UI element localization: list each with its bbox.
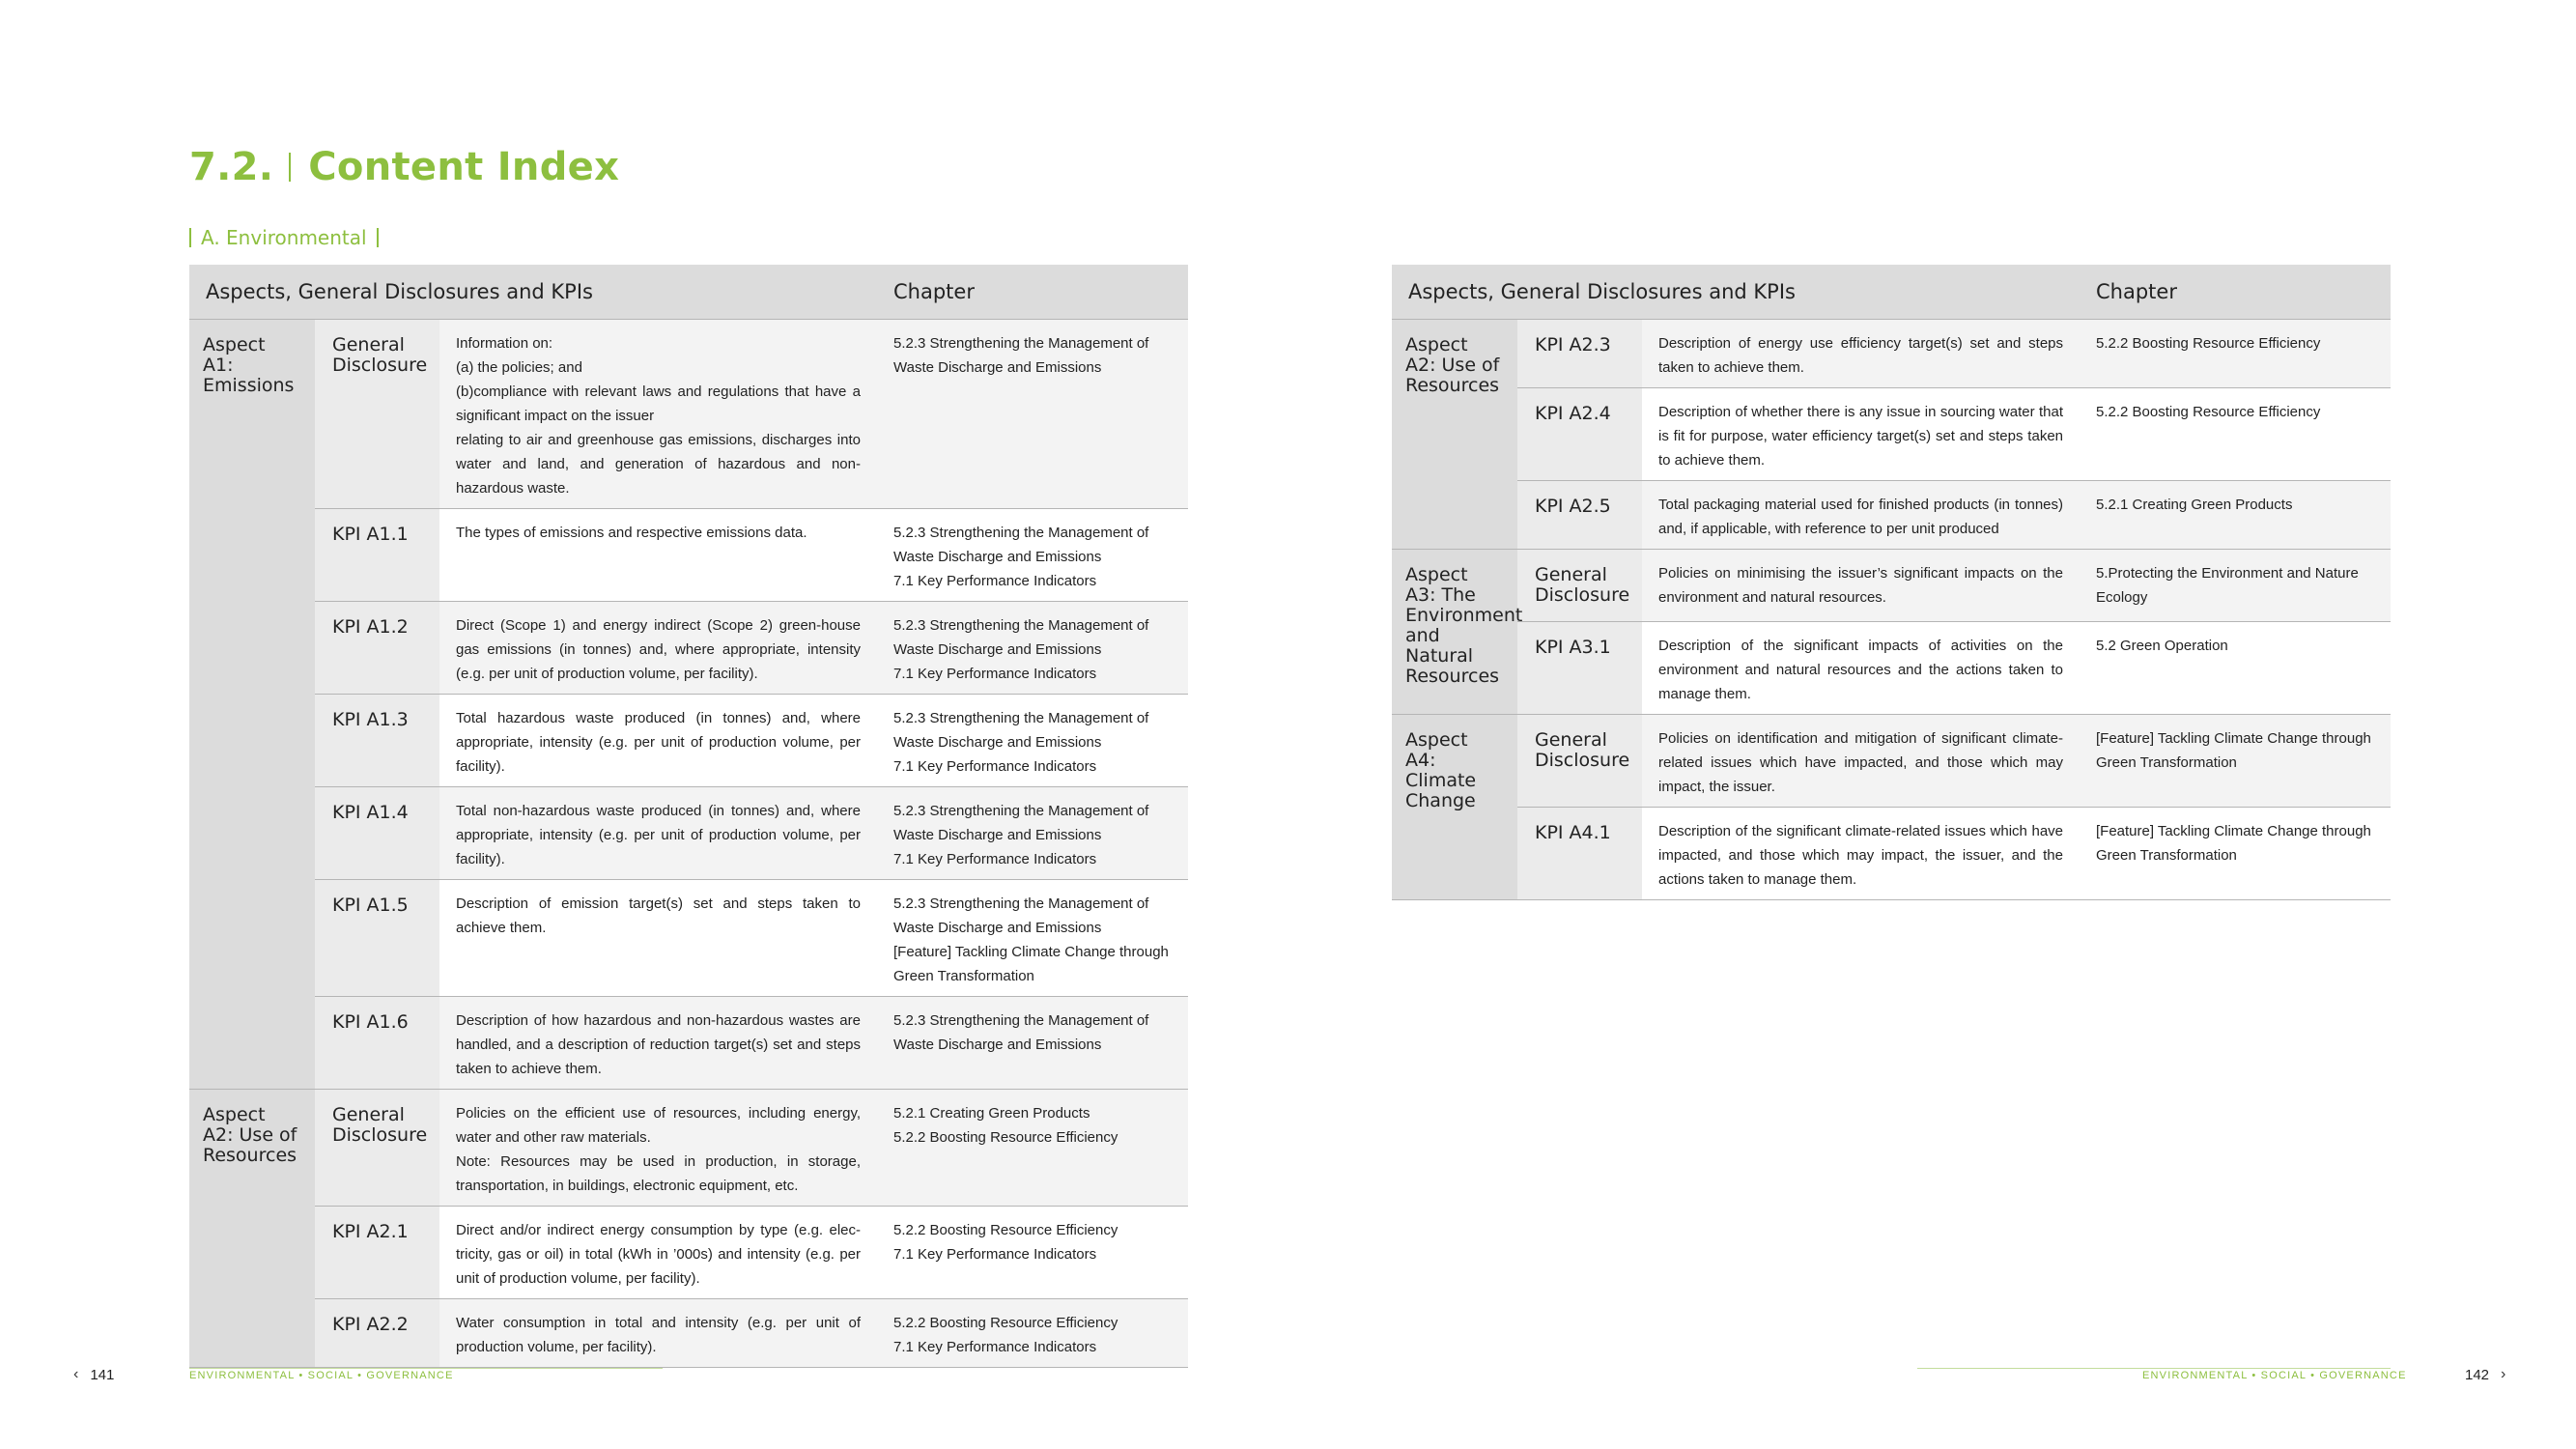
kpi-cell: KPI A1.5: [315, 879, 439, 996]
kpi-cell: General Disclosure: [315, 1089, 439, 1206]
chapter-reference[interactable]: 7.1 Key Performance Indicators: [893, 757, 1097, 775]
chapter-reference[interactable]: [Feature] Tackling Climate Change through Green Transformation: [2096, 729, 2371, 771]
chapter-reference[interactable]: 7.1 Key Performance Indicators: [893, 572, 1097, 589]
chapter-reference[interactable]: 5.2.2 Boosting Resource Efficiency: [893, 1128, 1118, 1146]
chapter-reference[interactable]: 5.2.2 Boosting Resource Efficiency: [2096, 334, 2321, 352]
chevron-left-icon[interactable]: ‹: [73, 1366, 79, 1382]
description-line: (a) the policies; and: [456, 358, 582, 376]
description-cell: [1642, 480, 2080, 549]
chapter-reference[interactable]: 5.Protecting the Environment and Nature Ecology: [2096, 564, 2359, 606]
section-name: A. Environmental: [201, 226, 367, 249]
chapter-cell: [877, 879, 1188, 996]
description-line: Direct and/or indirect energy consumption by type (e.g. elec-tricity, gas or oil) in total (kWh in ’000s) and intensity (e.g. per unit of production volume, per facility).: [456, 1221, 861, 1287]
page-number-left[interactable]: [73, 1366, 114, 1383]
footer-rule-right: [1917, 1368, 2391, 1369]
table-row: [1392, 549, 2391, 621]
chapter-cell: [2080, 807, 2391, 899]
kpi-cell: KPI A1.1: [315, 508, 439, 601]
chapter-reference[interactable]: 5.2.1 Creating Green Products: [893, 1104, 1090, 1122]
description-line: Description of energy use efficiency target(s) set and steps taken to achieve them.: [1658, 334, 2063, 376]
footer-rule-left: [189, 1368, 663, 1369]
section-number: 7.2.: [189, 145, 274, 189]
description-line: (b)compliance with relevant laws and regulations that have a significant impact on the issuer: [456, 383, 861, 424]
table-header-row: [1392, 265, 2391, 319]
description-line: The types of emissions and respective emissions data.: [456, 524, 807, 541]
table-row: [1392, 480, 2391, 549]
chapter-reference[interactable]: 5.2.3 Strengthening the Management of Waste Discharge and Emissions: [893, 1011, 1149, 1053]
chapter-cell: [2080, 714, 2391, 807]
description-cell: [439, 694, 877, 786]
chapter-reference[interactable]: 5.2.2 Boosting Resource Efficiency: [893, 1314, 1118, 1331]
kpi-cell: General Disclosure: [1517, 714, 1642, 807]
description-line: Direct (Scope 1) and energy indirect (Scope 2) green-house gas emissions (in tonnes) and, where appropriate, intensity (e.g. per unit of production volume, per facility).: [456, 616, 861, 682]
description-cell: [1642, 714, 2080, 807]
chevron-right-icon[interactable]: ›: [2501, 1366, 2506, 1382]
chapter-cell: [877, 786, 1188, 879]
table-row: [1392, 387, 2391, 480]
description-cell: [1642, 807, 2080, 899]
description-line: Total non-hazardous waste produced (in tonnes) and, where appropriate, intensity (e.g. per unit of production volume, per facility).: [456, 802, 861, 867]
description-cell: [1642, 387, 2080, 480]
kpi-cell: KPI A1.2: [315, 601, 439, 694]
kpi-cell: KPI A2.5: [1517, 480, 1642, 549]
description-cell: [439, 996, 877, 1089]
chapter-cell: [877, 601, 1188, 694]
chapter-reference[interactable]: 5.2.3 Strengthening the Management of Waste Discharge and Emissions: [893, 334, 1149, 376]
header-chapter: Chapter: [877, 265, 1188, 319]
chapter-cell: [2080, 387, 2391, 480]
description-line: relating to air and greenhouse gas emissions, discharges into water and land, and generation of hazardous and non-hazardous waste.: [456, 431, 861, 497]
description-line: Description of emission target(s) set and steps taken to achieve them.: [456, 895, 861, 936]
kpi-cell: KPI A2.4: [1517, 387, 1642, 480]
description-cell: [439, 1298, 877, 1367]
footer-tagline-right: ENVIRONMENTAL • SOCIAL • GOVERNANCE: [2142, 1370, 2407, 1381]
description-line: Total hazardous waste produced (in tonnes) and, where appropriate, intensity (e.g. per unit of production volume, per facility).: [456, 709, 861, 775]
table-row: [1392, 319, 2391, 387]
table-row: [189, 694, 1188, 786]
description-line: Policies on identification and mitigation of significant climate-related issues which have impacted, and those which may impact, the issuer.: [1658, 729, 2063, 795]
chapter-cell: [877, 1298, 1188, 1367]
description-line: Policies on the efficient use of resources, including energy, water and other raw materials.: [456, 1104, 861, 1146]
chapter-cell: [877, 508, 1188, 601]
content-index-table-right: [1392, 265, 2391, 900]
table-row: [1392, 807, 2391, 899]
footer-tagline-left: ENVIRONMENTAL • SOCIAL • GOVERNANCE: [189, 1370, 454, 1381]
chapter-cell: [2080, 480, 2391, 549]
page-title: Content Index: [308, 145, 620, 189]
table-row: [189, 786, 1188, 879]
title-divider: [289, 153, 291, 182]
chapter-cell: [2080, 319, 2391, 387]
description-line: Description of the significant impacts of activities on the environment and natural resources and the actions taken to manage them.: [1658, 637, 2063, 702]
description-cell: [439, 1089, 877, 1206]
header-chapter: Chapter: [2080, 265, 2391, 319]
table-row: [189, 1298, 1188, 1367]
page-number-left-label: 141: [90, 1366, 115, 1383]
chapter-cell: [877, 996, 1188, 1089]
chapter-reference[interactable]: [Feature] Tackling Climate Change through Green Transformation: [893, 943, 1169, 984]
table-row: [1392, 621, 2391, 714]
table-body-left: [189, 319, 1188, 1367]
page-number-right-label: 142: [2465, 1366, 2490, 1383]
table-row: [189, 508, 1188, 601]
chapter-cell: [877, 1206, 1188, 1298]
aspect-cell: Aspect A1: Emissions: [189, 319, 315, 1089]
aspect-cell: Aspect A2: Use of Resources: [1392, 319, 1517, 549]
description-line: Information on:: [456, 334, 553, 352]
table-row: [189, 996, 1188, 1089]
chapter-reference[interactable]: 5.2.3 Strengthening the Management of Waste Discharge and Emissions: [893, 524, 1149, 565]
description-cell: [439, 508, 877, 601]
kpi-cell: KPI A4.1: [1517, 807, 1642, 899]
description-cell: [439, 319, 877, 508]
table-header-row: [189, 265, 1188, 319]
chapter-reference[interactable]: 5.2.3 Strengthening the Management of Waste Discharge and Emissions: [893, 616, 1149, 658]
table-row: [189, 1089, 1188, 1206]
content-index-table-left: [189, 265, 1188, 1368]
kpi-cell: General Disclosure: [315, 319, 439, 508]
description-cell: [439, 786, 877, 879]
kpi-cell: KPI A2.1: [315, 1206, 439, 1298]
aspect-cell: Aspect A3: The Environment and Natural Resources: [1392, 549, 1517, 714]
chapter-reference[interactable]: [Feature] Tackling Climate Change through Green Transformation: [2096, 822, 2371, 864]
description-line: Policies on minimising the issuer’s significant impacts on the environment and natural resources.: [1658, 564, 2063, 606]
description-line: Description of how hazardous and non-hazardous wastes are handled, and a description of reduction target(s) set and steps taken to achieve them.: [456, 1011, 861, 1077]
chapter-reference[interactable]: 5.2.2 Boosting Resource Efficiency: [893, 1221, 1118, 1238]
aspect-cell: Aspect A2: Use of Resources: [189, 1089, 315, 1367]
chapter-cell: [877, 1089, 1188, 1206]
kpi-cell: KPI A2.3: [1517, 319, 1642, 387]
chapter-reference[interactable]: 5.2.2 Boosting Resource Efficiency: [2096, 403, 2321, 420]
page-number-right[interactable]: [2465, 1366, 2505, 1383]
chapter-reference[interactable]: 5.2 Green Operation: [2096, 637, 2228, 654]
table-row: [1392, 714, 2391, 807]
table-row: [189, 601, 1188, 694]
subtitle-right-bar: [377, 228, 379, 247]
description-line: Water consumption in total and intensity (e.g. per unit of production volume, per facility).: [456, 1314, 861, 1355]
kpi-cell: KPI A1.6: [315, 996, 439, 1089]
header-aspects: Aspects, General Disclosures and KPIs: [1392, 265, 2080, 319]
kpi-cell: KPI A1.4: [315, 786, 439, 879]
chapter-reference[interactable]: 7.1 Key Performance Indicators: [893, 1338, 1097, 1355]
header-aspects: Aspects, General Disclosures and KPIs: [189, 265, 877, 319]
kpi-cell: KPI A3.1: [1517, 621, 1642, 714]
kpi-cell: KPI A2.2: [315, 1298, 439, 1367]
kpi-cell: General Disclosure: [1517, 549, 1642, 621]
description-cell: [439, 1206, 877, 1298]
table-row: [189, 319, 1188, 508]
chapter-cell: [2080, 621, 2391, 714]
description-line: Description of the significant climate-related issues which have impacted, and those which may impact, the issuer, and the actions taken to manage them.: [1658, 822, 2063, 888]
chapter-reference[interactable]: 5.2.1 Creating Green Products: [2096, 496, 2293, 513]
description-line: Note: Resources may be used in production, in storage, transportation, in buildings, electronic equipment, etc.: [456, 1152, 861, 1194]
chapter-reference[interactable]: 7.1 Key Performance Indicators: [893, 850, 1097, 867]
section-subtitle: [189, 226, 379, 249]
chapter-cell: [877, 319, 1188, 508]
chapter-reference[interactable]: 7.1 Key Performance Indicators: [893, 665, 1097, 682]
table-row: [189, 879, 1188, 996]
description-cell: [1642, 319, 2080, 387]
kpi-cell: KPI A1.3: [315, 694, 439, 786]
chapter-reference[interactable]: 5.2.3 Strengthening the Management of Waste Discharge and Emissions: [893, 709, 1149, 751]
content-index-title: [189, 145, 619, 189]
description-cell: [1642, 621, 2080, 714]
aspect-cell: Aspect A4: Climate Change: [1392, 714, 1517, 899]
description-cell: [439, 601, 877, 694]
description-cell: [439, 879, 877, 996]
chapter-reference[interactable]: 5.2.3 Strengthening the Management of Waste Discharge and Emissions: [893, 802, 1149, 843]
chapter-reference[interactable]: 5.2.3 Strengthening the Management of Waste Discharge and Emissions: [893, 895, 1149, 936]
chapter-reference[interactable]: 7.1 Key Performance Indicators: [893, 1245, 1097, 1263]
chapter-cell: [877, 694, 1188, 786]
table-row: [189, 1206, 1188, 1298]
chapter-cell: [2080, 549, 2391, 621]
description-cell: [1642, 549, 2080, 621]
subtitle-left-bar: [189, 228, 191, 247]
table-body-right: [1392, 319, 2391, 899]
description-line: Description of whether there is any issue in sourcing water that is fit for purpose, water efficiency target(s) set and steps taken to achieve them.: [1658, 403, 2063, 469]
description-line: Total packaging material used for finished products (in tonnes) and, if applicable, with reference to per unit produced: [1658, 496, 2063, 537]
